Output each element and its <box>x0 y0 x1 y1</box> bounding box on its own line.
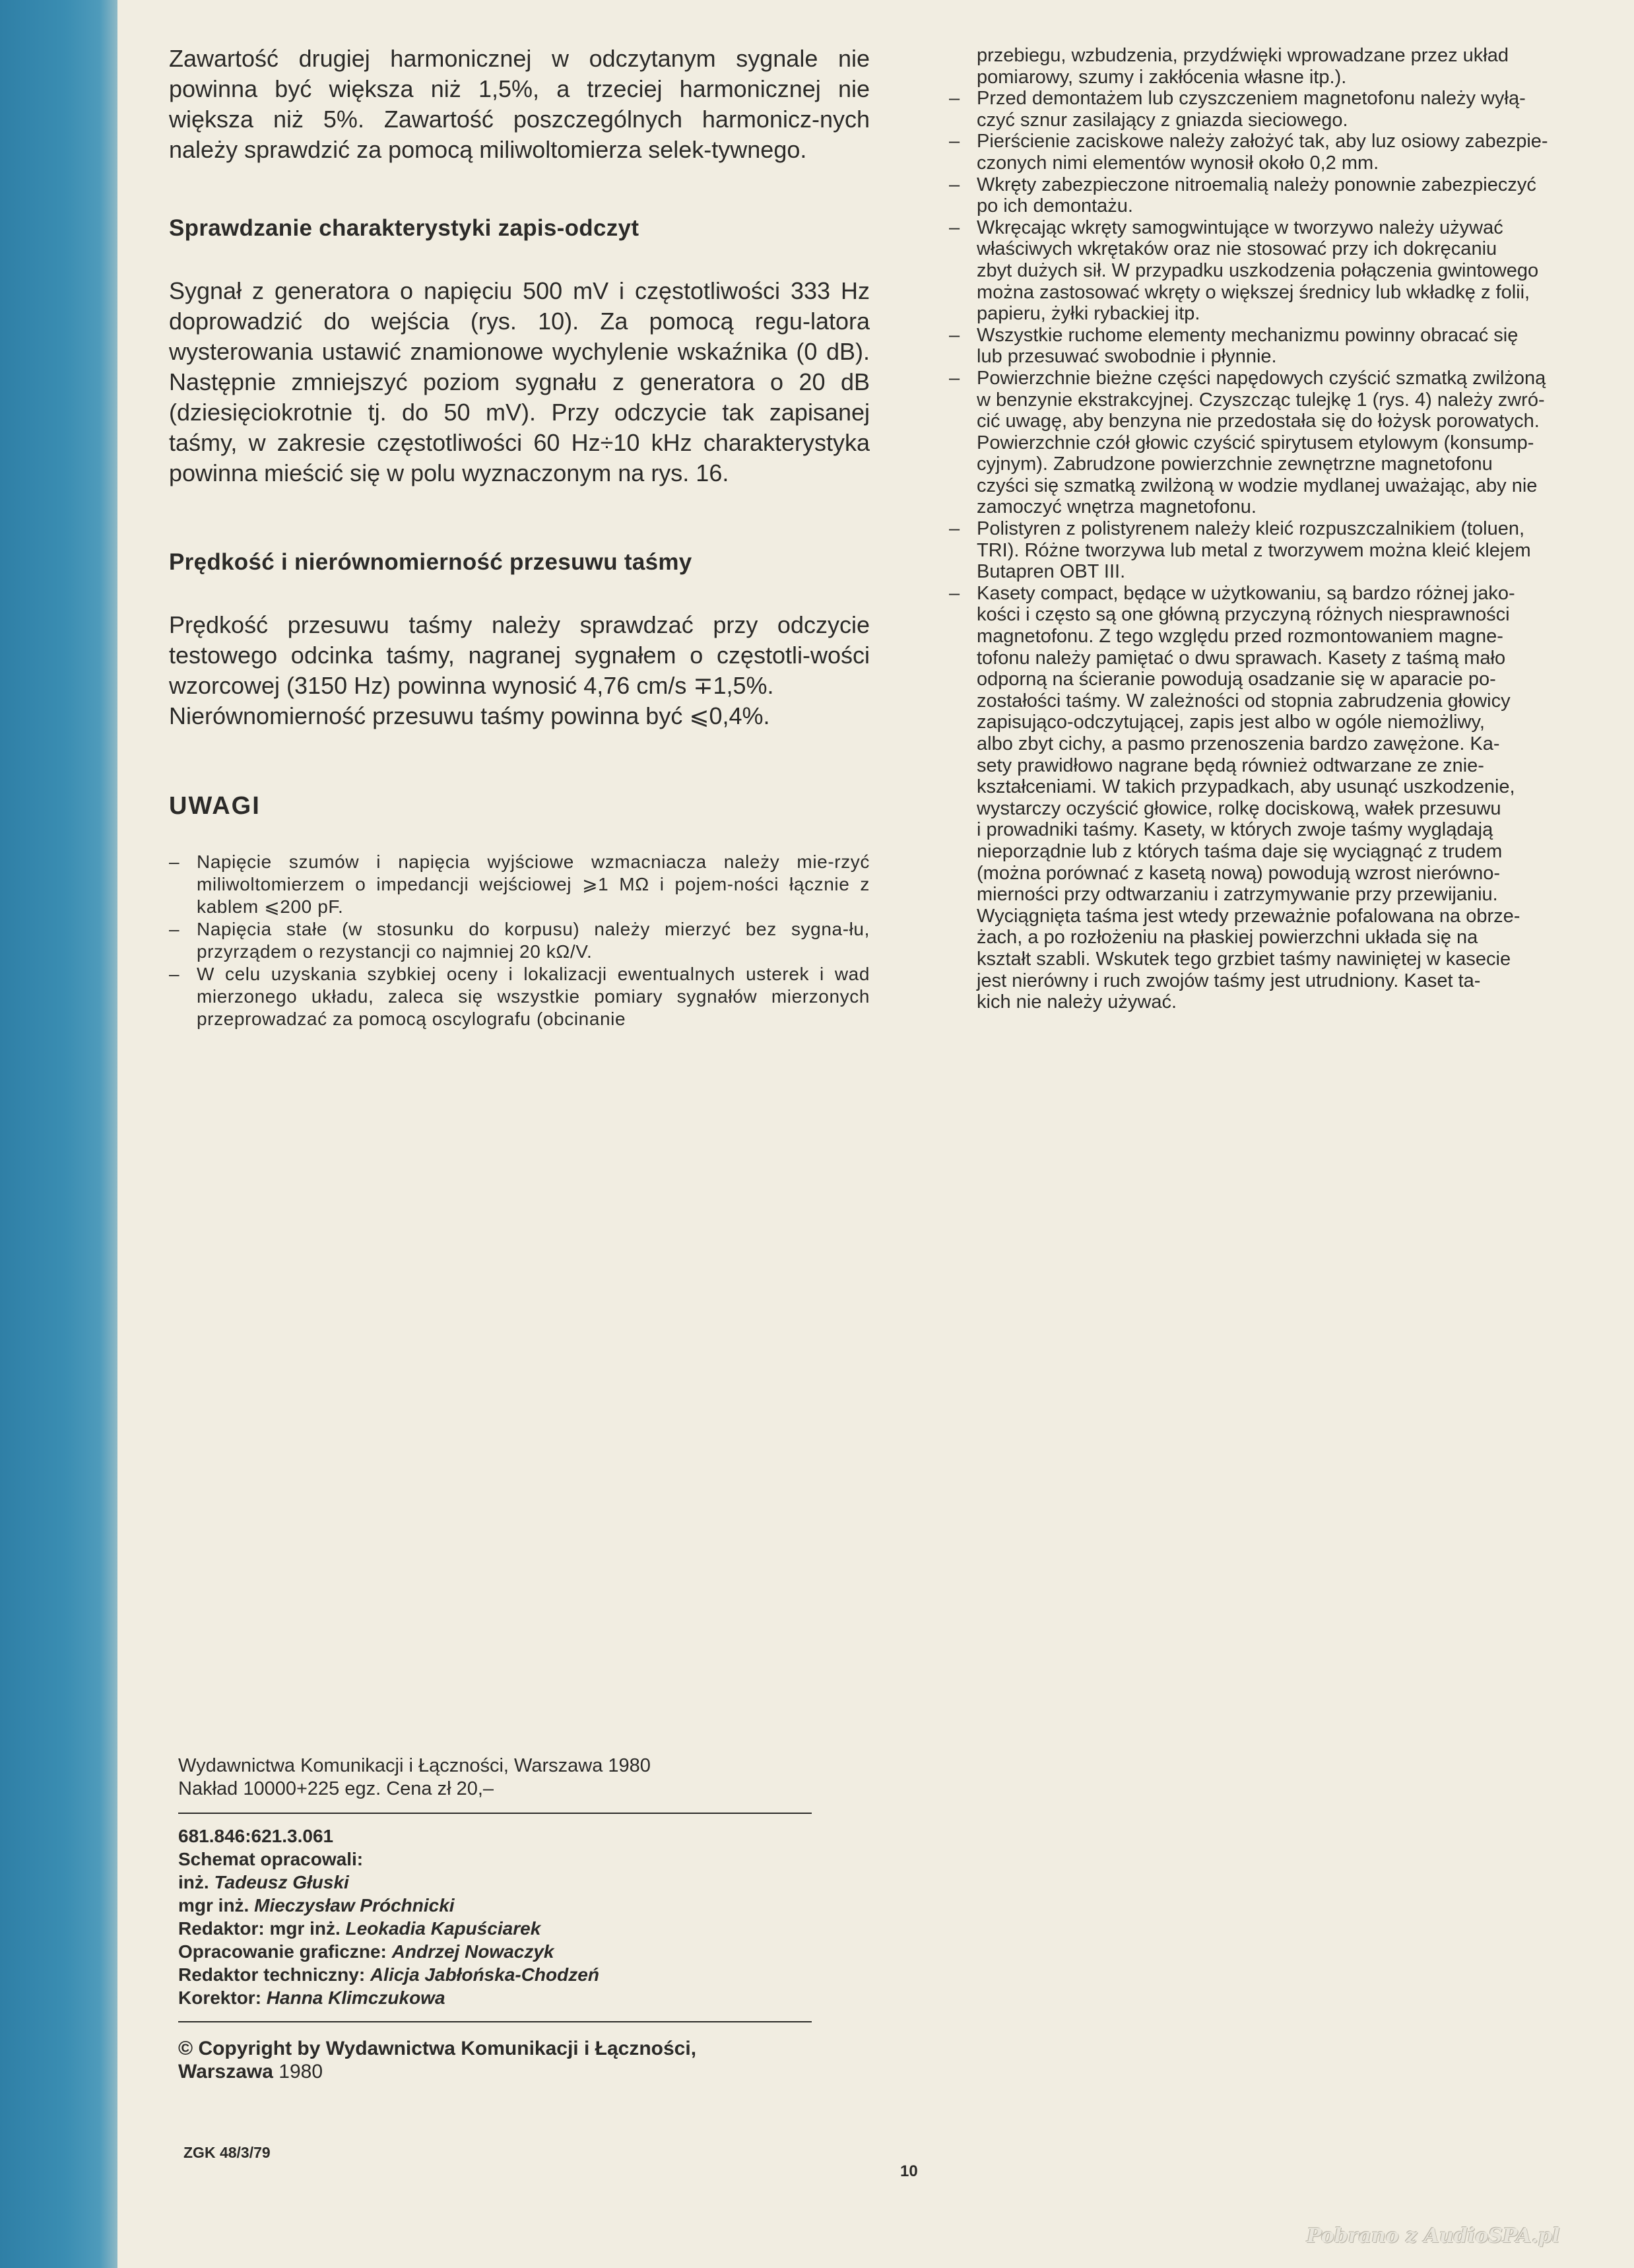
maintenance-note-line: cyjnym). Zabrudzone powierzchnie zewnętrzne magnetofonu <box>977 453 1493 475</box>
maintenance-note-line: wystarczy oczyścić głowice, rolkę dociskową, wałek przesuwu <box>977 797 1501 819</box>
maintenance-note-line: zbyt dużych sił. W przypadku uszkodzenia połączenia gwintowego <box>977 259 1539 281</box>
maintenance-note-line: jest nierówny i ruch zwojów taśmy jest utrudniony. Kaset ta- <box>977 970 1481 991</box>
page-number: 10 <box>900 2162 918 2180</box>
maintenance-note-line: cić uwagę, aby benzyna nie przedostała się do łożysk porowatych. <box>977 411 1540 432</box>
maintenance-note-line: – Powierzchnie bieżne części napędowych czyścić szmatką zwilżoną <box>949 368 1634 389</box>
maintenance-note-line: żach, a po rozłożeniu na płaskiej powierzchni układa się na <box>977 927 1478 949</box>
imprint-block <box>178 1754 818 2083</box>
copyright-notice: © Copyright by Wydawnictwa Komunikacji i Łączności, Warszawa 1980 <box>178 2038 697 2083</box>
maintenance-note-line: Butapren OBT III. <box>977 561 1126 583</box>
maintenance-note-line: TRI). Różne tworzywa lub metal z tworzywem można kleić klejem <box>977 539 1531 561</box>
maintenance-note-line: po ich demontażu. <box>977 195 1133 217</box>
maintenance-note-line: – Wszystkie ruchome elementy mechanizmu powinny obracać się <box>949 325 1634 347</box>
maintenance-note-line: kich nie należy używać. <box>977 991 1177 1013</box>
maintenance-note-line: magnetofonu. Z tego względu przed rozmontowaniem magne- <box>977 626 1503 648</box>
print-code: ZGK 48/3/79 <box>183 2144 271 2161</box>
maintenance-note-line: – Pierścienie zaciskowe należy założyć tak, aby luz osiowy zabezpie- <box>949 131 1634 152</box>
maintenance-note-line: papieru, żyłki rybackiej itp. <box>977 303 1200 325</box>
heading-tape-speed: Prędkość i nierównomierność przesuwu taśmy <box>169 549 692 575</box>
maintenance-note-line: czyści się szmatką zwilżoną w wodzie mydlanej uważając, aby nie <box>977 475 1538 496</box>
print-run-line: Nakład 10000+225 egz. Cena zł 20,– <box>178 1778 494 1799</box>
maintenance-note-line: mierności przy odtwarzaniu i zatrzymywanie przy przewijaniu. <box>977 884 1498 906</box>
blue-spine-edge <box>0 0 117 2268</box>
schemat-label: Schemat opracowali: <box>178 1849 364 1869</box>
intro-paragraph: Zawartość drugiej harmonicznej w odczytanym sygnale nie powinna być większa niż 1,5%, a trzeciej harmonicznej nie większa niż 5%. Zawartość poszczególnych harmonicz-nych należy sprawdzić za pomocą miliwoltomierza selek-tywnego. <box>169 45 870 163</box>
record-playback-paragraph: Sygnał z generatora o napięciu 500 mV i częstotliwości 333 Hz doprowadzić do wejścia (rys. 10). Za pomocą regu-latora wysterowania ustawić znamionowe wychylenie wskaźnika (0 dB). Następnie zmniejszyć poziom sygnału z generatora o 20 dB (dziesięciokrotnie tj. do 50 mV). Przy odczycie tak zapisanej taśmy, w zakresie częstotliwości 60 Hz÷10 kHz charakterystyka powinna mieścić się w polu wyznaczonym na rys. 16. <box>169 277 870 486</box>
maintenance-note-line: lub przesuwać swobodnie i płynnie. <box>977 346 1277 368</box>
maintenance-note-line: albo zbyt cichy, a pasmo przenoszenia bardzo zawężone. Ka- <box>977 733 1500 754</box>
note-item: – Napięcie szumów i napięcia wyjściowe wzmacniacza należy mie-rzyć miliwoltomierzem o impedancji wejściowej ⩾1 MΩ i pojem-ności łącznie z kablem ⩽200 pF. <box>169 851 870 918</box>
maintenance-notes-list <box>949 45 1634 1013</box>
maintenance-note-line: można zastosować wkręty o większej średnicy lub wkładkę z folii, <box>977 281 1530 303</box>
divider <box>178 2021 812 2022</box>
note-item: – Napięcia stałe (w stosunku do korpusu) należy mierzyć bez sygna-łu, przyrządem o rezystancji co najmniej 20 kΩ/V. <box>169 918 870 963</box>
heading-notes: UWAGI <box>169 792 261 820</box>
divider <box>178 1813 812 1814</box>
right-column <box>949 45 1634 1013</box>
maintenance-note-line: odporną na ścieranie powodują osadzanie się w aparacie po- <box>977 669 1496 690</box>
left-column <box>169 44 870 1030</box>
maintenance-note-line: Wyciągnięta taśma jest wtedy przeważnie pofalowana na obrze- <box>977 905 1520 927</box>
proofreader: Korektor: Hanna Klimczukowa <box>178 1987 445 2008</box>
maintenance-note-line: zamoczyć wnętrza magnetofonu. <box>977 496 1257 518</box>
author-2: mgr inż. Mieczysław Próchnicki <box>178 1895 455 1916</box>
maintenance-note-line: kształt szabli. Wskutek tego grzbiet taśmy nawiniętej w kasecie <box>977 948 1511 970</box>
maintenance-note-line: nieporządnie lub z których taśma daje się wyciągnąć z trudem <box>977 840 1503 862</box>
maintenance-note-line: czyć sznur zasilający z gniazda sieciowego. <box>977 109 1348 131</box>
maintenance-note-line: w benzynie ekstrakcyjnej. Czyszcząc tulejkę 1 (rys. 4) należy zwró- <box>977 389 1545 411</box>
maintenance-note-line: kształceniami. W takich przypadkach, aby usunąć uszkodzenie, <box>977 776 1515 798</box>
watermark: Pobrano z AudioSPA.pl <box>1307 2224 1560 2248</box>
note-item: – W celu uzyskania szybkiej oceny i lokalizacji ewentualnych usterek i wad mierzonego układu, zaleca się wszystkie pomiary sygnałów mierzonych przeprowadzać za pomocą oscylografu (obcinanie <box>169 963 870 1030</box>
udc-code: 681.846:621.3.061 <box>178 1826 334 1846</box>
maintenance-note-line: – Kasety compact, będące w użytkowaniu, są bardzo różnej jako- <box>949 583 1634 605</box>
maintenance-note-line: właściwych wkrętaków oraz nie stosować przy ich dokręcaniu <box>977 238 1497 260</box>
maintenance-note-line: zostałości taśmy. W zależności od stopnia zabrudzenia głowicy <box>977 690 1511 712</box>
publisher-line: Wydawnictwa Komunikacji i Łączności, Warszawa 1980 <box>178 1755 651 1776</box>
notes-list <box>169 851 870 1030</box>
maintenance-note-line: pomiarowy, szumy i zakłócenia własne itp.). <box>977 66 1347 88</box>
maintenance-note-line: – Przed demontażem lub czyszczeniem magnetofonu należy wyłą- <box>949 88 1634 110</box>
editor: Redaktor: mgr inż. Leokadia Kapuściarek <box>178 1918 541 1939</box>
credits <box>178 1824 818 2009</box>
maintenance-note-line: – Polistyren z polistyrenem należy kleić rozpuszczalnikiem (toluen, <box>949 518 1634 540</box>
author-1: inż. Tadeusz Głuski <box>178 1872 349 1892</box>
maintenance-note-line: Powierzchnie czół głowic czyścić spirytusem etylowym (konsump- <box>977 432 1534 453</box>
maintenance-note-line: kości i często są one główną przyczyną różnych niesprawności <box>977 604 1510 626</box>
maintenance-note-line: tofonu należy pamiętać o dwu sprawach. Kasety z taśmą mało <box>977 647 1506 669</box>
wow-flutter-paragraph: Nierównomierność przesuwu taśmy powinna być ⩽0,4%. <box>169 702 770 729</box>
maintenance-note-line: (można porównać z kasetą nową) powodują wzrost nierówno- <box>977 862 1501 884</box>
technical-editor: Redaktor techniczny: Alicja Jabłońska-Chodzeń <box>178 1964 599 1985</box>
maintenance-note-line: – Wkręty zabezpieczone nitroemalią należy ponownie zabezpieczyć <box>949 174 1634 196</box>
maintenance-note-line: przebiegu, wzbudzenia, przydźwięki wprowadzane przez układ <box>977 45 1509 66</box>
maintenance-note-line: i prowadniki taśmy. Kasety, w których zwoje taśmy wyglądają <box>977 819 1493 841</box>
maintenance-note-line: zapisująco-odczytującej, zapis jest albo w ogóle niemożliwy, <box>977 712 1485 733</box>
heading-record-playback: Sprawdzanie charakterystyki zapis-odczyt <box>169 215 639 241</box>
graphics-editor: Opracowanie graficzne: Andrzej Nowaczyk <box>178 1941 554 1962</box>
tape-speed-paragraph: Prędkość przesuwu taśmy należy sprawdzać przy odczycie testowego odcinka taśmy, nagranej sygnałem o częstotli-wości wzorcowej (3150 Hz) powinna wynosić 4,76 cm/s ∓1,5%. <box>169 611 870 699</box>
maintenance-note-line: sety prawidłowo nagrane będą również odtwarzane ze znie- <box>977 754 1484 776</box>
maintenance-note-line: – Wkręcając wkręty samogwintujące w tworzywo należy używać <box>949 217 1634 239</box>
maintenance-note-line: czonych nimi elementów wynosił około 0,2 mm. <box>977 152 1379 174</box>
